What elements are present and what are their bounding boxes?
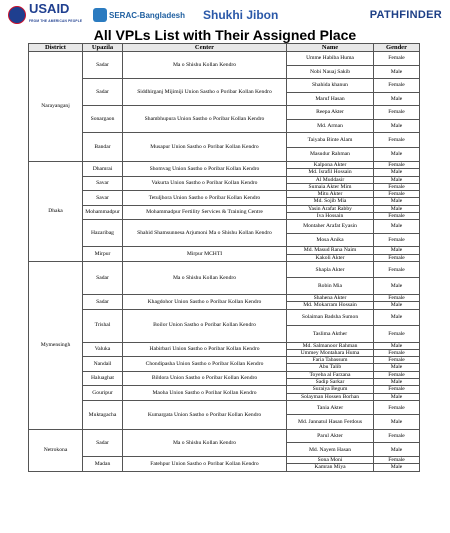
name-cell: Taiyaba Binte Alam — [287, 133, 374, 148]
upazila-cell: Sadar — [83, 261, 123, 294]
table-row — [29, 400, 420, 415]
page-title: All VPLs List with Their Assigned Place — [93, 27, 357, 43]
upazila-cell: Muktagacha — [83, 400, 123, 429]
gender-cell: Female — [374, 254, 420, 261]
header-gender: Gender — [374, 44, 420, 52]
gender-cell: Female — [374, 183, 420, 190]
gender-cell: Male — [374, 309, 420, 326]
table-row — [29, 79, 420, 93]
district-cell: Narayanganj — [29, 52, 83, 162]
name-cell: Md. Mokarram Hossain — [287, 302, 374, 309]
center-cell: Ma o Shishu Kollan Kendro — [123, 261, 287, 294]
name-cell: Md. Nayem Hasan — [287, 443, 374, 457]
table-row — [29, 294, 420, 301]
name-cell: Kakoli Akter — [287, 254, 374, 261]
gender-cell: Female — [374, 429, 420, 443]
name-cell: Md. Salmanoor Rahman — [287, 342, 374, 349]
gender-cell: Male — [374, 147, 420, 162]
upazila-cell: Gouripur — [83, 386, 123, 401]
name-cell: Maruf Hasan — [287, 92, 374, 106]
gender-cell: Male — [374, 220, 420, 234]
name-cell: Kamran Miya — [287, 464, 374, 471]
name-cell: Al Muddasir — [287, 176, 374, 183]
upazila-cell: Dhamrai — [83, 162, 123, 177]
gender-cell: Male — [374, 65, 420, 79]
center-cell: Chondipasha Union Sastho o Poribar Kollan Kendro — [123, 357, 287, 372]
name-cell: Ummey Montahara Huma — [287, 349, 374, 356]
center-cell: Shambhupura Union Sastho o Poribar Kollan Kendro — [123, 106, 287, 133]
name-cell: Parul Akter — [287, 429, 374, 443]
gender-cell: Male — [374, 302, 420, 309]
gender-cell: Male — [374, 247, 420, 254]
header-center: Center — [123, 44, 287, 52]
center-cell: Tetuljhora Union Sastho o Poribar Kollan Kendro — [123, 191, 287, 206]
center-cell: Musapur Union Sastho o Poribar Kollan Kendro — [123, 133, 287, 162]
gender-cell: Male — [374, 119, 420, 133]
table-row — [29, 309, 420, 326]
table-row — [29, 52, 420, 66]
shukhi-jibon-logo: Shukhi Jibon — [203, 8, 279, 22]
upazila-cell: Nandail — [83, 357, 123, 372]
gender-cell: Female — [374, 357, 420, 364]
name-cell: Abu Talib — [287, 364, 374, 371]
name-cell: Yasin Arafat Rabby — [287, 205, 374, 212]
gender-cell: Female — [374, 233, 420, 247]
upazila-cell: Sadar — [83, 52, 123, 79]
table-row — [29, 106, 420, 120]
table-row — [29, 176, 420, 183]
name-cell: Md. Masud Rana Naim — [287, 247, 374, 254]
center-cell: Boilor Union Sastho o Poribar Kollan Kendro — [123, 309, 287, 342]
header-district: District — [29, 44, 83, 52]
name-cell: Sona Moni — [287, 456, 374, 463]
serac-wordmark: SERAC-Bangladesh — [109, 10, 186, 20]
center-cell: Vakurta Union Sastho o Poribar Kollan Kendro — [123, 176, 287, 191]
gender-cell: Male — [374, 364, 420, 371]
district-cell: Netrokona — [29, 429, 83, 471]
upazila-cell: Hazaribag — [83, 220, 123, 247]
gender-cell: Male — [374, 464, 420, 471]
gender-cell: Female — [374, 52, 420, 66]
center-cell: Mirpur MCHTI — [123, 247, 287, 262]
center-cell: Shahid Shamsunnesa Arjumoni Ma o Shishu Kollan Kendro — [123, 220, 287, 247]
table-row — [29, 342, 420, 349]
vpl-table — [28, 43, 420, 472]
table-row — [29, 191, 420, 198]
name-cell: Nobi Nauaj Sakib — [287, 65, 374, 79]
table-row — [29, 386, 420, 393]
serac-logo — [93, 8, 203, 22]
serac-mark-icon — [93, 8, 107, 22]
center-cell: Mohammadpur Fertility Services & Training Centre — [123, 205, 287, 220]
name-cell: Taslima Akther — [287, 326, 374, 343]
upazila-cell: Sadar — [83, 79, 123, 106]
gender-cell: Male — [374, 176, 420, 183]
upazila-cell: Savar — [83, 176, 123, 191]
name-cell: Montaher Arafat Eyasin — [287, 220, 374, 234]
gender-cell: Male — [374, 278, 420, 295]
upazila-cell: Haluaghat — [83, 371, 123, 386]
upazila-cell: Sadar — [83, 294, 123, 309]
usaid-tagline: FROM THE AMERICAN PEOPLE — [29, 19, 83, 23]
gender-cell: Female — [374, 79, 420, 93]
gender-cell: Female — [374, 213, 420, 220]
center-cell: Ma o Shishu Kollan Kendro — [123, 429, 287, 456]
upazila-cell: Sadar — [83, 429, 123, 456]
gender-cell: Female — [374, 261, 420, 278]
gender-cell: Female — [374, 371, 420, 378]
name-cell: Masudur Rahman — [287, 147, 374, 162]
center-cell: Habirbari Union Sastho o Poribar Kollan Kendro — [123, 342, 287, 357]
center-cell: Siddhirganj Mijimiji Union Sastho o Poribar Kollan Kendro — [123, 79, 287, 106]
header-name: Name — [287, 44, 374, 52]
name-cell: Shahida khanun — [287, 79, 374, 93]
gender-cell: Male — [374, 393, 420, 400]
center-cell: Ma o Shishu Kollan Kendro — [123, 52, 287, 79]
gender-cell: Female — [374, 133, 420, 148]
name-cell: Mitu Akter — [287, 191, 374, 198]
center-cell: Fatehpur Union Sastho o Poribar Kollan Kendro — [123, 456, 287, 471]
table-row — [29, 429, 420, 443]
gender-cell: Female — [374, 294, 420, 301]
name-cell: Md. Israfil Hossain — [287, 169, 374, 176]
name-cell: Solayman Hossen Borhan — [287, 393, 374, 400]
pathfinder-logo: PATHFINDER — [369, 9, 442, 21]
name-cell: Faria Tabassum — [287, 357, 374, 364]
name-cell: Iva Hossain — [287, 213, 374, 220]
gender-cell: Male — [374, 443, 420, 457]
gender-cell: Female — [374, 456, 420, 463]
upazila-cell: Madan — [83, 456, 123, 471]
header-upazila: Upazila — [83, 44, 123, 52]
name-cell: Md. Jannatul Hasan Ferdous — [287, 415, 374, 430]
name-cell: Robin Mia — [287, 278, 374, 295]
logo-bar — [8, 3, 442, 27]
name-cell: Sadip Sarkar — [287, 379, 374, 386]
table-row — [29, 133, 420, 148]
gender-cell: Female — [374, 349, 420, 356]
table-body — [29, 52, 420, 472]
name-cell: Md. Arman — [287, 119, 374, 133]
gender-cell: Male — [374, 379, 420, 386]
table-row — [29, 456, 420, 463]
gender-cell: Female — [374, 400, 420, 415]
gender-cell: Female — [374, 386, 420, 393]
center-cell: Maoha Union Sastho o Poribar Kollan Kendro — [123, 386, 287, 401]
district-cell: Dhaka — [29, 162, 83, 262]
table-row — [29, 261, 420, 278]
name-cell: Mosa Anika — [287, 233, 374, 247]
upazila-cell: Trishal — [83, 309, 123, 342]
upazila-cell: Bandar — [83, 133, 123, 162]
gender-cell: Female — [374, 191, 420, 198]
name-cell: Shapla Akter — [287, 261, 374, 278]
name-cell: Md. Sojib Mia — [287, 198, 374, 205]
center-cell: Khagdohor Union Sastho o Poribar Kollan Kendro — [123, 294, 287, 309]
gender-cell: Male — [374, 92, 420, 106]
table-header-row — [29, 44, 420, 52]
name-cell: Toyeba al Farzana — [287, 371, 374, 378]
gender-cell: Male — [374, 342, 420, 349]
gender-cell: Male — [374, 198, 420, 205]
center-cell: Kumargata Union Sastho o Poribar Kollan Kendro — [123, 400, 287, 429]
usaid-seal-icon — [8, 6, 26, 24]
name-cell: Tania Akter — [287, 400, 374, 415]
table-row — [29, 247, 420, 254]
name-cell: Solaiman Badsha Sumon — [287, 309, 374, 326]
gender-cell: Male — [374, 205, 420, 212]
name-cell: Kalpona Akter — [287, 162, 374, 169]
usaid-wordmark: USAID — [29, 1, 70, 16]
name-cell: Umme Habiba Huma — [287, 52, 374, 66]
table-row — [29, 371, 420, 378]
upazila-cell: Valuka — [83, 342, 123, 357]
table-row — [29, 205, 420, 212]
name-cell: Suraiya Begum — [287, 386, 374, 393]
gender-cell: Female — [374, 162, 420, 169]
gender-cell: Male — [374, 169, 420, 176]
table-row — [29, 162, 420, 169]
table-row — [29, 357, 420, 364]
upazila-cell: Mirpur — [83, 247, 123, 262]
district-cell: Mymensingh — [29, 261, 83, 429]
gender-cell: Female — [374, 106, 420, 120]
name-cell: Sumaia Akter Mim — [287, 183, 374, 190]
center-cell: Shomvag Union Sastho o Poribar Kollan Kendro — [123, 162, 287, 177]
name-cell: Shahena Akter — [287, 294, 374, 301]
upazila-cell: Mohammadpur — [83, 205, 123, 220]
upazila-cell: Savar — [83, 191, 123, 206]
upazila-cell: Sonargaon — [83, 106, 123, 133]
table-row — [29, 220, 420, 234]
center-cell: Bildora Union Sastho o Poribar Kollan Kendro — [123, 371, 287, 386]
usaid-logo — [8, 3, 93, 27]
name-cell: Reepa Akter — [287, 106, 374, 120]
gender-cell: Female — [374, 326, 420, 343]
gender-cell: Male — [374, 415, 420, 430]
